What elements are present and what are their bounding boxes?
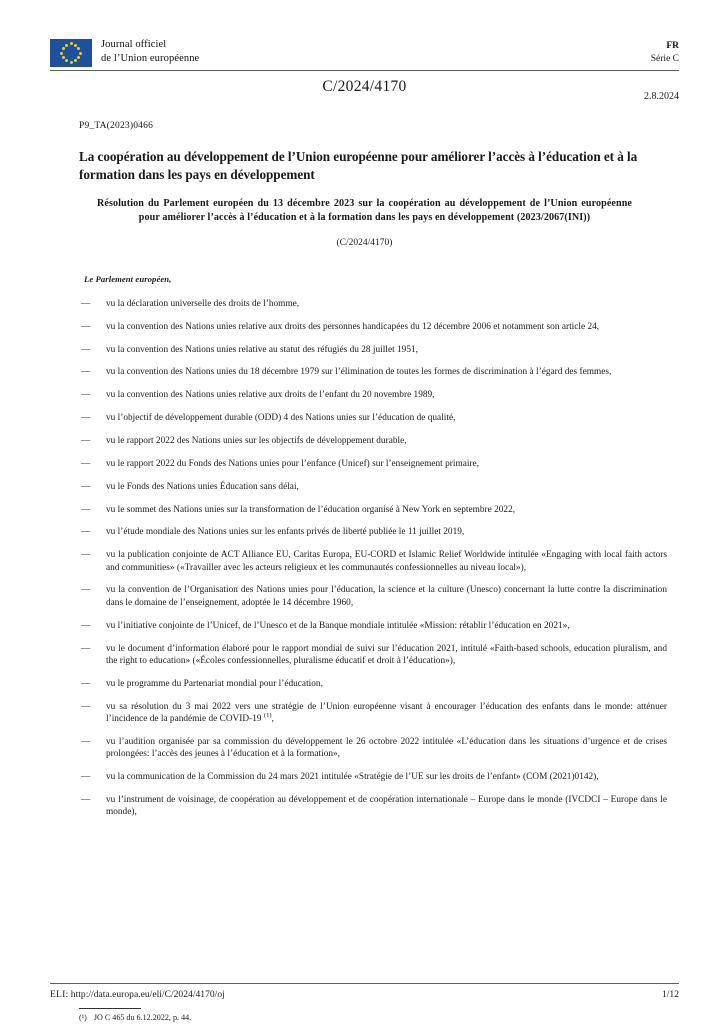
eu-star-icon: [70, 42, 73, 45]
recital-dash: —: [81, 585, 91, 596]
recital-dash: —: [81, 620, 91, 631]
recital-dash: —: [81, 794, 91, 805]
recitals-list: [79, 298, 667, 819]
reference-code: P9_TA(2023)0466: [79, 121, 154, 131]
recital-text: vu la publication conjointe de ACT Alliance EU, Caritas Europa, EU-CORD et Islamic Relief Worldwide intitulée «Engaging with local faith actors and communities» («Travailler avec les acteurs religieux et les communautés confessionnelles au niveau local»),: [106, 550, 667, 573]
recital-dash: —: [81, 678, 91, 689]
recital-text: vu l’objectif de développement durable (ODD) 4 des Nations unies sur l’éducation de qualité,: [106, 413, 456, 424]
recital-text: vu la déclaration universelle des droits de l’homme,: [106, 298, 300, 309]
recital-dash: —: [81, 298, 91, 309]
recital-dash: —: [81, 772, 91, 783]
recital-text: vu le rapport 2022 du Fonds des Nations unies pour l’enfance (Unicef) sur l’enseignement primaire,: [106, 458, 480, 469]
recital-item: [79, 458, 667, 470]
recital-dash: —: [81, 413, 91, 424]
recital-item: [79, 678, 667, 690]
footnote-ref[interactable]: (1): [263, 711, 272, 719]
recital-dash: —: [81, 481, 91, 492]
recital-item: [79, 435, 667, 447]
masthead: [50, 38, 679, 70]
recital-item: [79, 366, 667, 378]
recital-dash: —: [81, 736, 91, 747]
resolution-subtitle: Résolution du Parlement européen du 13 décembre 2023 sur la coopération au développement de l’Union européenne pour améliorer l’accès à l’éducation et à la formation dans les pays en développement (2023/2067(INI)): [97, 198, 632, 224]
eu-star-icon: [65, 59, 68, 62]
eli-label: ELI:: [50, 989, 69, 1000]
footnote-divider: [79, 1008, 141, 1009]
recital-text: vu l’étude mondiale des Nations unies sur les enfants privés de liberté publiée le 11 juillet 2019,: [106, 527, 465, 538]
recital-dash: —: [81, 527, 91, 538]
lead-text: Le Parlement européen,: [84, 273, 172, 284]
page-number: 1/12: [661, 989, 679, 1000]
recital-item: [79, 771, 667, 783]
journal-title-line1: Journal officiel: [101, 39, 167, 50]
recital-text: vu l’initiative conjointe de l’Unicef, de l’Unesco et de la Banque mondiale intitulée «Mission: rétablir l’éducation en 2021»,: [106, 620, 570, 631]
footer-divider: [50, 983, 679, 984]
recital-dash: —: [81, 390, 91, 401]
eu-star-icon: [77, 56, 80, 59]
recital-text: vu le rapport 2022 des Nations unies sur les objectifs de développement durable,: [106, 435, 407, 446]
recital-item: [79, 549, 667, 574]
eu-star-icon: [74, 44, 77, 47]
recital-item: [79, 584, 667, 609]
recital-text: vu le document d’information élaboré pour le rapport mondial de suivi sur l’éducation 2021, intitulé «Faith-based schools, education pluralism, and the right to education» («Écoles confessionnelles, pluralisme éducatif et droit à l’éducation»),: [106, 643, 667, 666]
recital-item: [79, 481, 667, 493]
recital-text: vu la convention des Nations unies relative aux droits de l’enfant du 20 novembre 1989,: [106, 390, 435, 401]
recital-dash: —: [81, 643, 91, 654]
recital-text: vu la convention des Nations unies du 18 décembre 1979 sur l’élimination de toutes les formes de discrimination à l’égard des femmes,: [106, 367, 612, 378]
footer-row: [50, 989, 679, 1000]
recital-item: [79, 344, 667, 356]
recital-item: [79, 504, 667, 516]
recital-dash: —: [81, 435, 91, 446]
eu-star-icon: [62, 56, 65, 59]
masthead-right: [651, 38, 679, 66]
recital-item: [79, 736, 667, 761]
journal-title-line2: de l’Union européenne: [101, 53, 200, 65]
document-id-row: [50, 71, 679, 102]
recital-text: vu le programme du Partenariat mondial pour l’éducation,: [106, 678, 323, 689]
recital-item: [79, 620, 667, 632]
recital-item: [79, 298, 667, 310]
series-label: Série C: [650, 53, 679, 64]
eu-flag-icon: [50, 39, 92, 67]
recital-item: [79, 701, 667, 726]
recital-item: [79, 321, 667, 333]
footnote-text: JO C 465 du 6.12.2022, p. 44.: [93, 1013, 192, 1023]
document-number: C/2024/4170: [322, 78, 407, 95]
recital-text: vu l’instrument de voisinage, de coopération au développement et de coopération internationale – Europe dans le monde (IVCDCI – Europe dans le monde),: [106, 794, 667, 818]
recital-text: vu l’audition organisée par sa commission du développement le 26 octobre 2022 intitulée «L’éducation dans les situations d’urgence et de crises prolongées: l’accès des jeunes à l’éducation et à la formation»,: [106, 736, 667, 760]
footnote-marker: (¹): [79, 1013, 87, 1023]
recital-dash: —: [81, 504, 91, 515]
recital-text: vu la convention de l’Organisation des Nations unies pour l’éducation, la science et la culture (Unesco) concernant la lutte contre la discrimination dans le domaine de l’enseignement, adoptée le 14 décembre 1960,: [106, 585, 667, 608]
recital-dash: —: [81, 344, 91, 355]
recital-item: [79, 794, 667, 819]
recital-dash: —: [81, 550, 91, 561]
recital-text: vu la convention des Nations unies relative aux droits des personnes handicapées du 12 décembre 2006 et notamment son article 24,: [106, 321, 600, 332]
document-body: [79, 274, 667, 1003]
recital-text: vu la convention des Nations unies relative au statut des réfugiés du 28 juillet 1951,: [106, 344, 418, 355]
eli-identifier: [50, 989, 225, 1000]
recital-item: [79, 412, 667, 424]
recital-text: vu sa résolution du 3 mai 2022 vers une stratégie de l’Union européenne visant à encourager l’éducation des enfants dans le monde: atténuer l’incidence de la pandémie de COVID-19 $^{(1)}$,: [106, 701, 667, 724]
recital-text: vu le sommet des Nations unies sur la transformation de l’éducation organisé à New York en septembre 2022,: [106, 504, 516, 515]
recital-dash: —: [81, 701, 91, 712]
page-footer: [50, 983, 679, 1000]
recital-item: [79, 389, 667, 401]
journal-title: [101, 38, 199, 66]
recital-dash: —: [81, 458, 91, 469]
eu-star-icon: [62, 47, 65, 50]
eu-star-icon: [70, 61, 73, 64]
eli-url[interactable]: http://data.europa.eu/eli/C/2024/4170/oj: [70, 989, 225, 1000]
eu-star-icon: [65, 44, 68, 47]
eu-star-icon: [74, 59, 77, 62]
language-code: FR: [666, 41, 679, 51]
masthead-left: [50, 38, 199, 67]
publication-date: 2.8.2024: [644, 91, 679, 102]
eu-star-icon: [77, 47, 80, 50]
recital-text: vu la communication de la Commission du 24 mars 2021 intitulée «Stratégie de l’UE sur les droits de l’enfant» (COM (2021)0142),: [106, 772, 599, 783]
recital-dash: —: [81, 321, 91, 332]
recital-item: [79, 643, 667, 668]
eu-star-icon: [60, 52, 63, 55]
recital-text: vu le Fonds des Nations unies Éducation sans délai,: [106, 481, 299, 492]
footnote-block: [79, 1008, 667, 1024]
page-title: La coopération au développement de l’Union européenne pour améliorer l’accès à l’éducation et à la formation dans les pays en développement: [79, 149, 638, 183]
footnote: [79, 1013, 667, 1024]
oj-reference: (C/2024/4170): [336, 237, 393, 248]
recital-item: [79, 526, 667, 538]
recital-dash: —: [81, 367, 91, 378]
eu-star-icon: [79, 52, 82, 55]
